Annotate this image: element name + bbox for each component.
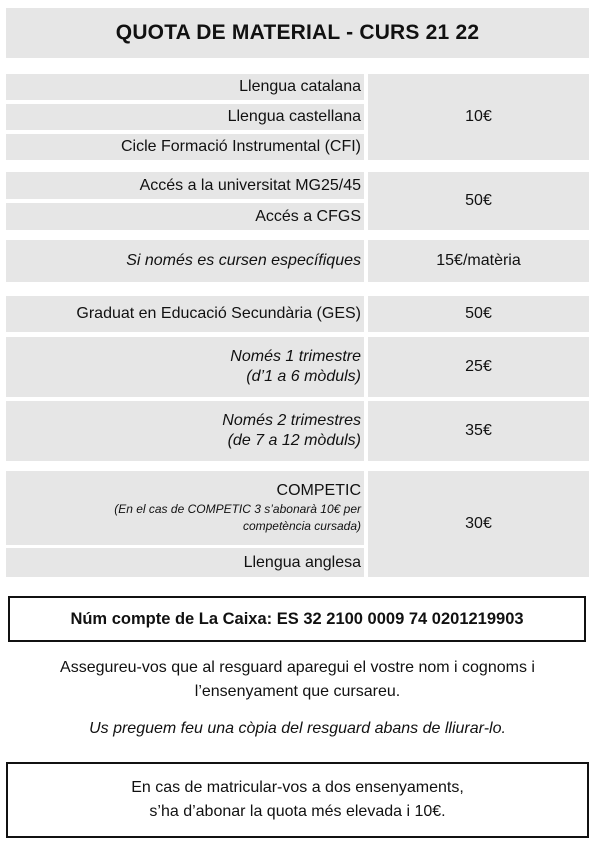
receipt-note — [6, 656, 589, 704]
course-label-line: Només 2 trimestres — [222, 412, 361, 429]
course-label: Cicle Formació Instrumental (CFI) — [6, 134, 364, 160]
course-column — [6, 172, 364, 230]
course-column — [6, 471, 364, 577]
course-label — [6, 401, 364, 461]
fee-price: 50€ — [368, 172, 589, 230]
course-column — [6, 296, 364, 332]
page-title: QUOTA DE MATERIAL - CURS 21 22 — [6, 8, 589, 58]
competic-note-line: competència cursada) — [242, 519, 361, 533]
double-enrolment-line: En cas de matricular-vos a dos ensenyaments, — [131, 779, 464, 796]
course-label: Graduat en Educació Secundària (GES) — [6, 296, 364, 332]
course-label: Llengua anglesa — [6, 548, 364, 577]
competic-title: COMPETIC — [276, 482, 361, 499]
fee-group-two-terms — [6, 401, 589, 461]
course-label-line: Només 1 trimestre — [230, 348, 361, 365]
bank-account-box: Núm compte de La Caixa: ES 32 2100 0009 74 0201219903 — [8, 596, 586, 642]
fee-price: 50€ — [368, 296, 589, 332]
copy-note: Us preguem feu una còpia del resguard abans de lliurar-lo. — [89, 720, 506, 737]
course-column — [6, 337, 364, 397]
course-label: Llengua castellana — [6, 104, 364, 130]
fee-price: 25€ — [368, 337, 589, 397]
double-enrolment-line: s’ha d’abonar la quota més elevada i 10€. — [149, 803, 446, 820]
fee-group-basic-languages — [6, 74, 589, 160]
fee-group-one-term — [6, 337, 589, 397]
fee-price: 35€ — [368, 401, 589, 461]
fee-group-ges — [6, 296, 589, 332]
course-label: Si només es cursen específiques — [6, 240, 364, 282]
course-label-competic — [6, 471, 364, 545]
receipt-note-line: Assegureu-vos que al resguard aparegui el vostre nom i cognoms i — [60, 659, 535, 676]
course-label — [6, 337, 364, 397]
course-label-line: (de 7 a 12 mòduls) — [227, 432, 361, 449]
fee-group-competic — [6, 471, 589, 577]
fee-price: 10€ — [368, 74, 589, 160]
course-column — [6, 74, 364, 160]
fee-group-access — [6, 172, 589, 230]
competic-note-line: (En el cas de COMPETIC 3 s’abonarà 10€ per — [114, 502, 361, 516]
course-column — [6, 401, 364, 461]
course-column — [6, 240, 364, 282]
course-label: Accés a CFGS — [6, 203, 364, 230]
double-enrolment-note — [6, 762, 589, 838]
fee-price: 15€/matèria — [368, 240, 589, 282]
course-label: Accés a la universitat MG25/45 — [6, 172, 364, 199]
fee-price: 30€ — [368, 471, 589, 577]
receipt-note-line: l’ensenyament que cursareu. — [194, 683, 401, 700]
fee-group-specific — [6, 240, 589, 282]
course-label: Llengua catalana — [6, 74, 364, 100]
course-label-line: (d’1 a 6 mòduls) — [246, 368, 361, 385]
